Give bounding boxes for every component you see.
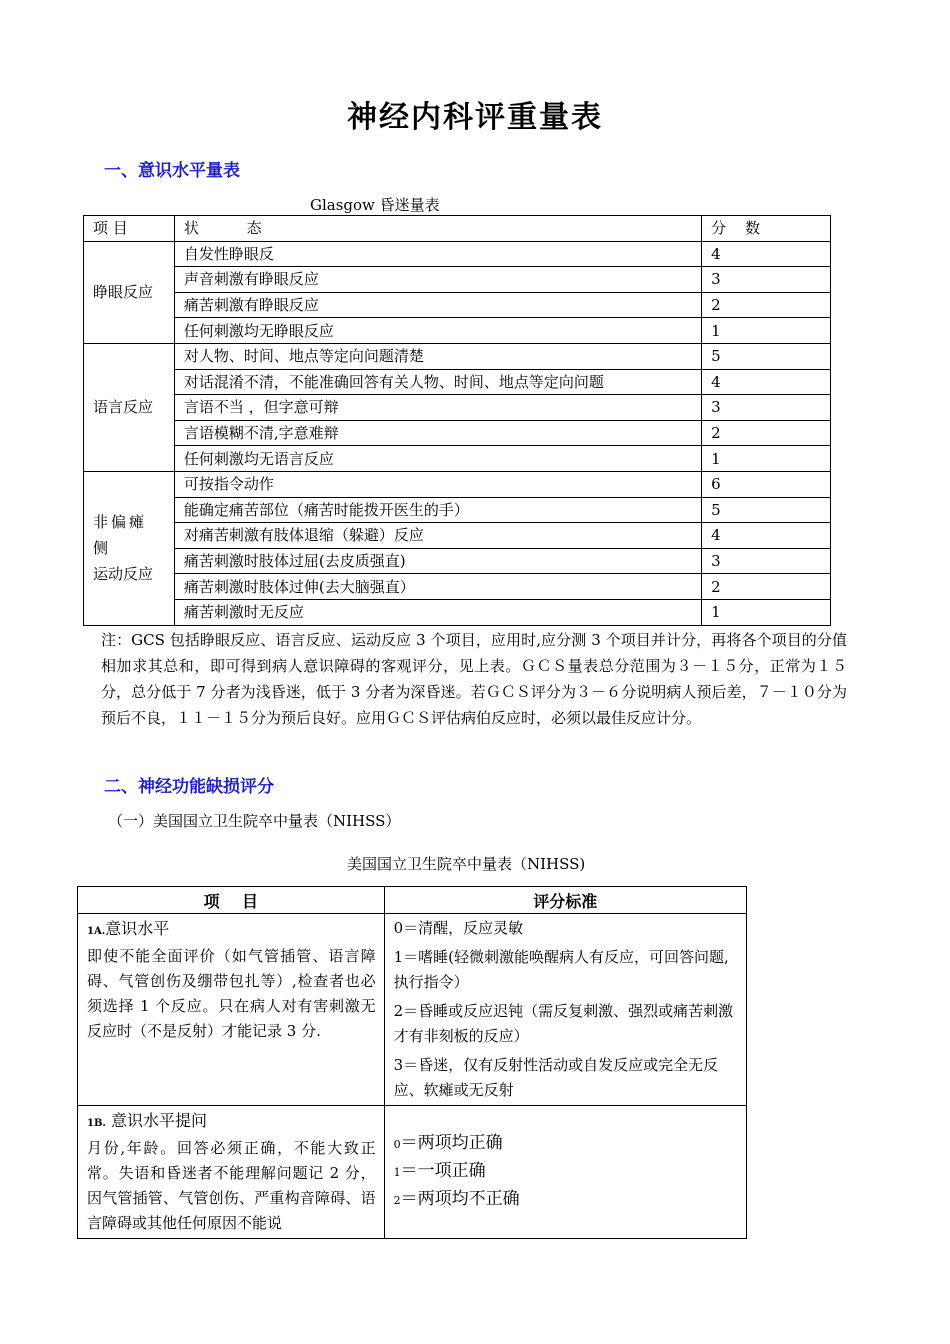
glasgow-coma-scale-table	[83, 215, 831, 626]
criterion: 1＝嗜睡(轻微刺激能唤醒病人有反应，可回答问题,执行指令）	[393, 948, 729, 991]
item-code: 1B.	[87, 1118, 106, 1129]
criterion-text: ＝两项均不正确	[400, 1189, 520, 1209]
table-row	[84, 420, 831, 446]
state-cell: 声音刺激有睁眼反应	[174, 267, 701, 293]
header-item: 项 目	[84, 216, 175, 242]
score-cell: 6	[702, 471, 831, 497]
table-row	[78, 914, 747, 1106]
item-title: 意识水平提问	[105, 1111, 207, 1130]
table-row	[84, 446, 831, 472]
nihss-subheading: （一）美国国立卫生院卒中量表（NIHSS）	[108, 812, 401, 830]
criterion	[394, 1130, 738, 1158]
state-cell: 任何刺激均无语言反应	[174, 446, 701, 472]
header-item: 项 目	[78, 887, 385, 914]
gcs-caption: Glasgow 昏迷量表	[310, 196, 440, 214]
table-header-row	[78, 887, 747, 914]
item-title: 意识水平	[105, 919, 170, 938]
table-row	[78, 1106, 747, 1239]
group-label-motor	[84, 471, 175, 625]
criteria-cell-1a	[384, 914, 746, 1106]
score-cell: 4	[702, 241, 831, 267]
section2-heading: 二、神经功能缺损评分	[104, 777, 274, 797]
criteria-cell-1b	[384, 1106, 746, 1239]
score-cell: 2	[702, 420, 831, 446]
criterion: 2＝昏睡或反应迟钝（需反复刺激、强烈或痛苦刺激才有非刻板的反应）	[393, 1002, 734, 1045]
criterion-number: 0	[393, 1138, 401, 1151]
table-row	[84, 369, 831, 395]
score-cell: 1	[702, 599, 831, 625]
score-cell: 3	[702, 267, 831, 293]
gcs-note-text: 注：GCS 包括睁眼反应、语言反应、运动反应 3 个项目，应用时,应分测 3 个项目并计分，再将各个项目的分值相加求其总和，即可得到病人意识障碍的客观评分，见上表。ＧＣＳ量表总分范围为３－１５分，正常为１５分，总分低于 7 分者为浅昏迷，低于 3 分者为深昏迷。若ＧＣＳ评分为３－６分说明病人预后差，７－１０分为预后不良，１１－１５分为预后良好。应用ＧＣＳ评估病伯反应时，必须以最佳反应计分。	[101, 631, 847, 727]
group-label-motor-line2: 运动反应	[93, 565, 154, 584]
table-row	[84, 395, 831, 421]
score-cell: 2	[702, 292, 831, 318]
state-cell: 痛苦刺激时肢体过屈(去皮质强直)	[174, 548, 701, 574]
table-row	[84, 548, 831, 574]
table-row	[84, 241, 831, 267]
table-row	[84, 318, 831, 344]
table-header-row	[84, 216, 831, 242]
score-cell: 2	[702, 574, 831, 600]
item-code: 1A.	[87, 926, 106, 937]
state-cell: 痛苦刺激时无反应	[174, 599, 701, 625]
criterion-text: ＝两项均正确	[400, 1133, 503, 1153]
score-cell: 1	[702, 446, 831, 472]
item-description: 月份,年龄。回答必须正确，不能大致正常。失语和昏迷者不能理解问题记 2 分，因气管插管、气管创伤、严重构音障碍、语言障碍或其他任何原因不能说	[87, 1139, 376, 1232]
table-row	[84, 292, 831, 318]
state-cell: 可按指令动作	[174, 471, 701, 497]
state-cell: 痛苦刺激时肢体过伸(去大脑强直）	[174, 574, 701, 600]
criterion: 0＝清醒，反应灵敏	[393, 919, 524, 937]
criterion	[394, 1158, 738, 1186]
score-cell: 3	[702, 395, 831, 421]
header-score: 分 数	[702, 216, 831, 242]
table-row	[84, 574, 831, 600]
state-cell: 痛苦刺激有睁眼反应	[174, 292, 701, 318]
score-cell: 1	[702, 318, 831, 344]
state-cell: 言语不当 ，但字意可辩	[174, 395, 701, 421]
item-cell-1b	[78, 1106, 385, 1239]
state-cell: 任何刺激均无睁眼反应	[174, 318, 701, 344]
criterion	[394, 1186, 738, 1214]
nihss-caption: 美国国立卫生院卒中量表（NIHSS)	[347, 855, 586, 873]
state-cell: 对人物、时间、地点等定向问题清楚	[174, 343, 701, 369]
group-label-eye: 睁眼反应	[84, 241, 175, 343]
criterion-number: 1	[393, 1166, 401, 1179]
score-cell: 4	[702, 523, 831, 549]
group-label-motor-line1: 非偏瘫侧	[93, 513, 148, 558]
table-row	[84, 599, 831, 625]
state-cell: 自发性睁眼反	[174, 241, 701, 267]
item-cell-1a	[78, 914, 385, 1106]
state-cell: 对痛苦刺激有肢体退缩（躲避）反应	[174, 523, 701, 549]
table-row	[84, 267, 831, 293]
score-cell: 5	[702, 497, 831, 523]
gcs-note	[101, 627, 847, 731]
table-row	[84, 343, 831, 369]
criterion-number: 2	[393, 1194, 401, 1207]
score-cell: 3	[702, 548, 831, 574]
criterion: 3＝昏迷，仅有反射性活动或自发反应或完全无反应、软瘫或无反射	[393, 1056, 719, 1099]
table-row	[84, 523, 831, 549]
header-criteria: 评分标准	[384, 887, 746, 914]
score-cell: 4	[702, 369, 831, 395]
section1-heading: 一、意识水平量表	[104, 161, 240, 181]
table-row	[84, 471, 831, 497]
state-cell: 能确定痛苦部位（痛苦时能拨开医生的手）	[174, 497, 701, 523]
state-cell: 言语模糊不清,字意难辩	[174, 420, 701, 446]
table-row	[84, 497, 831, 523]
score-cell: 5	[702, 343, 831, 369]
group-label-verbal: 语言反应	[84, 343, 175, 471]
state-cell: 对话混淆不清，不能准确回答有关人物、时间、地点等定向问题	[174, 369, 701, 395]
nihss-table	[77, 886, 747, 1239]
document-title: 神经内科评重量表	[347, 100, 603, 135]
header-state: 状 态	[174, 216, 701, 242]
criterion-text: ＝一项正确	[400, 1161, 486, 1181]
item-description: 即使不能全面评价（如气管插管、语言障碍、气管创伤及绷带包扎等）,检查者也必须选择 1 个反应。只在病人对有害刺激无反应时（不是反射）才能记录 3 分.	[87, 947, 376, 1040]
